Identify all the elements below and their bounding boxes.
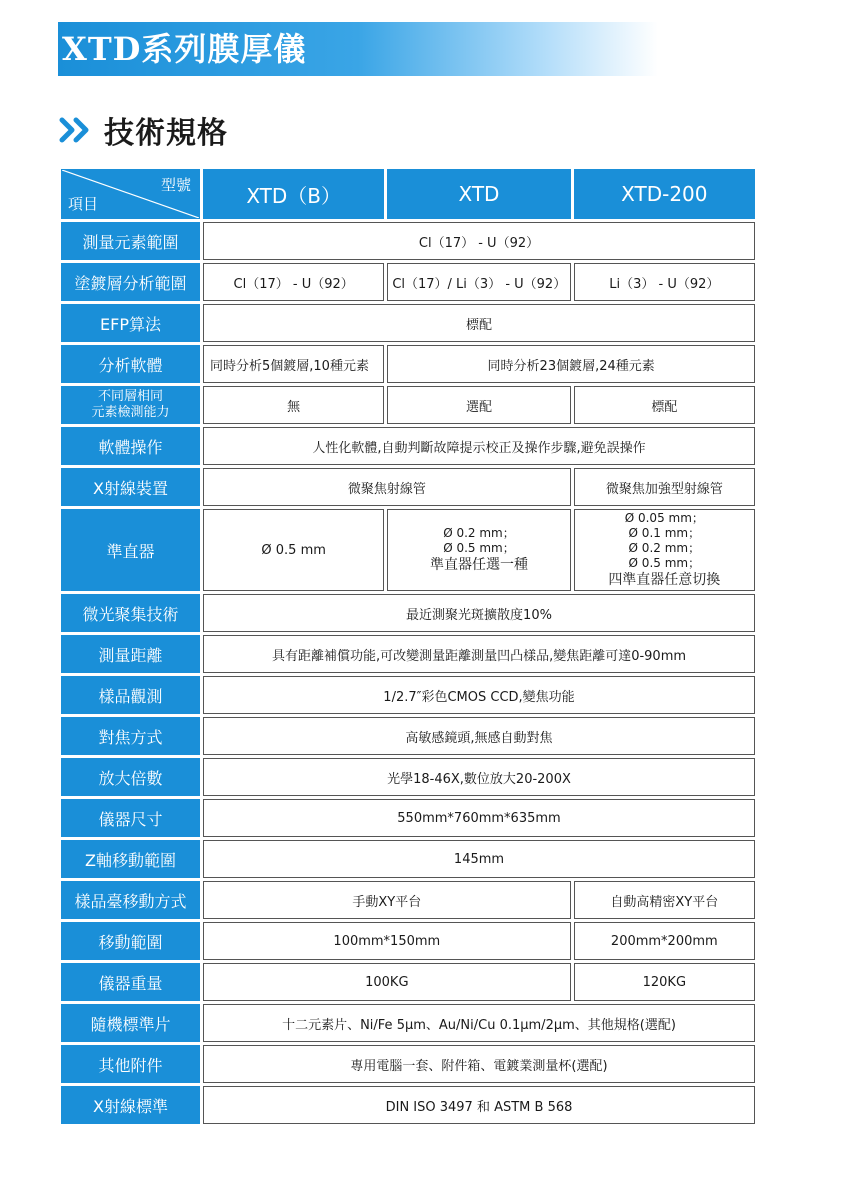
row-label: 塗鍍層分析範圍	[61, 263, 200, 301]
row-value: 145mm	[203, 840, 755, 878]
row-label-line: 元素檢測能力	[91, 405, 170, 420]
row-label-line: 不同層相同	[97, 389, 163, 404]
row-label: 微光聚集技術	[61, 594, 200, 632]
row-label: 樣品觀測	[61, 676, 200, 714]
row-label: Z軸移動範圍	[61, 840, 200, 878]
row-value: 100mm*150mm	[203, 922, 571, 960]
spec-table	[58, 166, 758, 1127]
row-label: X射線裝置	[61, 468, 200, 506]
row-value: 光學18-46X,數位放大20-200X	[203, 758, 755, 796]
row-label: 分析軟體	[61, 345, 200, 383]
table-row	[61, 881, 755, 919]
collimator-option: Ø 0.1 mm；	[628, 526, 701, 540]
row-value: Cl（17） - U（92）	[203, 263, 384, 301]
row-value: 高敏感鏡頭,無感自動對焦	[203, 717, 755, 755]
row-value: 同時分析5個鍍層,10種元素	[203, 345, 384, 383]
row-value: 最近測聚光斑擴散度10%	[203, 594, 755, 632]
table-row	[61, 386, 755, 424]
table-row	[61, 963, 755, 1001]
row-label: 樣品臺移動方式	[61, 881, 200, 919]
row-value: 標配	[574, 386, 755, 424]
row-label: EFP算法	[61, 304, 200, 342]
table-row	[61, 594, 755, 632]
row-label	[61, 386, 200, 424]
table-row	[61, 758, 755, 796]
row-label: 對焦方式	[61, 717, 200, 755]
row-label: 移動範圍	[61, 922, 200, 960]
table-row	[61, 717, 755, 755]
row-label: 準直器	[61, 509, 200, 591]
row-value: 同時分析23個鍍層,24種元素	[387, 345, 755, 383]
section-title: 技術規格	[104, 116, 228, 151]
page-banner: XTD系列膜厚儀	[58, 22, 658, 76]
row-value	[387, 509, 570, 591]
collimator-note: 四準直器任意切換	[608, 572, 721, 588]
row-value	[574, 509, 755, 591]
corner-item-label: 項目	[68, 195, 99, 213]
table-header-row	[61, 169, 755, 219]
double-chevron-right-icon	[56, 115, 96, 145]
row-label: 隨機標準片	[61, 1004, 200, 1042]
table-row	[61, 468, 755, 506]
row-value: 自動高精密XY平台	[574, 881, 755, 919]
corner-model-label: 型號	[160, 176, 191, 194]
row-value: 550mm*760mm*635mm	[203, 799, 755, 837]
model-header-xtd-200: XTD-200	[574, 169, 755, 219]
row-label: 軟體操作	[61, 427, 200, 465]
row-value: 選配	[387, 386, 570, 424]
row-label: 測量距離	[61, 635, 200, 673]
row-value: Cl（17）/ Li（3） - U（92）	[387, 263, 570, 301]
row-label: 放大倍數	[61, 758, 200, 796]
model-header-xtd: XTD	[387, 169, 570, 219]
table-row	[61, 304, 755, 342]
table-row	[61, 799, 755, 837]
table-row	[61, 840, 755, 878]
model-header-xtd-b: XTD（B）	[203, 169, 384, 219]
table-row	[61, 263, 755, 301]
table-corner-cell	[61, 169, 200, 219]
row-value: 200mm*200mm	[574, 922, 755, 960]
row-value: 1/2.7″彩色CMOS CCD,變焦功能	[203, 676, 755, 714]
row-value: DIN ISO 3497 和 ASTM B 568	[203, 1086, 755, 1124]
row-label: 儀器重量	[61, 963, 200, 1001]
table-row	[61, 427, 755, 465]
row-label: 其他附件	[61, 1045, 200, 1083]
row-value: 標配	[203, 304, 755, 342]
row-value: Li（3） - U（92）	[574, 263, 755, 301]
row-value: 人性化軟體,自動判斷故障提示校正及操作步驟,避免誤操作	[203, 427, 755, 465]
table-row	[61, 1004, 755, 1042]
table-row	[61, 676, 755, 714]
row-value: 120KG	[574, 963, 755, 1001]
collimator-option: Ø 0.2 mm；	[443, 526, 515, 540]
table-row	[61, 635, 755, 673]
section-header	[56, 108, 228, 152]
collimator-option: Ø 0.5 mm；	[443, 541, 515, 555]
table-row	[61, 922, 755, 960]
collimator-note: 準直器任選一種	[429, 557, 528, 573]
row-value: 專用電腦一套、附件箱、電鍍業測量杯(選配)	[203, 1045, 755, 1083]
table-row	[61, 1045, 755, 1083]
row-value: 微聚焦射線管	[203, 468, 571, 506]
row-label: X射線標準	[61, 1086, 200, 1124]
row-value: 微聚焦加強型射線管	[574, 468, 755, 506]
table-row	[61, 1086, 755, 1124]
row-label: 測量元素範圍	[61, 222, 200, 260]
table-row	[61, 509, 755, 591]
collimator-option: Ø 0.05 mm；	[624, 511, 704, 525]
row-value: 手動XY平台	[203, 881, 571, 919]
row-value: 具有距離補償功能,可改變測量距離測量凹凸樣品,變焦距離可達0-90mm	[203, 635, 755, 673]
row-value: 100KG	[203, 963, 571, 1001]
table-row	[61, 345, 755, 383]
row-value: Cl（17） - U（92）	[203, 222, 755, 260]
collimator-option: Ø 0.2 mm；	[628, 541, 701, 555]
row-label: 儀器尺寸	[61, 799, 200, 837]
row-value: 無	[203, 386, 384, 424]
row-value: Ø 0.5 mm	[203, 509, 384, 591]
collimator-option: Ø 0.5 mm；	[628, 556, 701, 570]
table-row	[61, 222, 755, 260]
row-value: 十二元素片、Ni/Fe 5μm、Au/Ni/Cu 0.1μm/2μm、其他規格(選配)	[203, 1004, 755, 1042]
